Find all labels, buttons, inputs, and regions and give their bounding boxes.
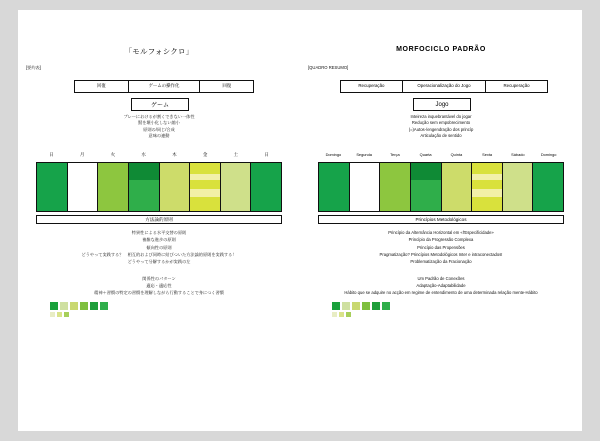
weekday-label: Quarta [419,152,432,157]
strip-column [472,163,503,211]
principle-item: Princípio das Propensões [417,244,465,250]
corner-tag-right: [QUADRO RESUMO] [308,65,349,70]
principle-item: Pragmatização? Princípios Metodológicos Inter e intraconectados! [379,252,503,258]
strip-band [472,189,502,197]
topbar-cell-recovery-start: Recuperação [341,81,403,92]
strip-band [129,163,159,180]
footer-line: 関係性のパターン [142,276,176,281]
panel-portuguese [300,10,582,431]
strip-column [251,163,281,211]
color-swatch [352,302,360,310]
weekday-label: Terça [390,152,400,157]
principle-item: 複雑な進歩の原則 [142,237,176,243]
color-swatch [64,312,69,317]
topbar-left [74,80,254,93]
strip-band [129,180,159,211]
topbar-right [340,80,548,93]
weekday-label: Segunda [356,152,372,157]
strip-column [442,163,473,211]
footer-lines-right [300,275,582,296]
weekday-label: Domingo [325,152,342,157]
topbar-cell-recovery-end: 回復 [222,83,232,89]
principle-item: Princípio da Progressão Complexa [408,237,474,243]
weekday-header-right [318,152,564,157]
strip-band [472,174,502,181]
strip-column [129,163,160,211]
color-swatch [50,312,55,317]
color-swatch [346,312,351,317]
weekday-label: Sexta [482,152,493,157]
strip-column [350,163,381,211]
strip-band [190,163,220,174]
weekday-label: 月 [79,152,85,157]
topbar-cell-recovery-end: Recuperação [503,83,530,89]
weekday-label: 日 [49,152,54,157]
weekday-label: 金 [202,152,208,157]
color-swatch [362,302,370,310]
under-center-line: Articulação de sentido [420,132,462,138]
strip-column [533,163,563,211]
strip-band [160,163,190,211]
weekday-label: 水 [141,152,146,157]
strip-column [380,163,411,211]
footer-line: Um Padrão de Conexões [417,276,465,281]
strip-column [37,163,68,211]
under-center-line: Inteireza inquebrantável do jogar [410,114,472,119]
color-swatch [50,302,58,310]
page-title-right: MORFOCICLO PADRÃO [396,46,486,53]
weekday-label: Domingo [540,152,557,157]
color-swatch [332,312,337,317]
color-swatch [60,302,68,310]
strip-band [380,163,410,211]
page-title-left: 「モルフォシクロ」 [124,47,194,56]
corner-tag-left: [要約表] [26,65,41,70]
center-box-left: ゲーム [131,98,189,111]
weekday-label: 土 [233,152,239,157]
panel-japanese [18,10,300,431]
principle-item: Problematização da Fracionação [410,259,472,265]
weekly-color-strip-right [318,162,564,212]
color-swatch [339,312,344,317]
footer-line: 精神＋習慣の特定の習慣を理解しながら行動することで身につく習慣 [94,290,224,296]
strip-band [190,180,220,189]
strip-band [190,197,220,211]
strip-column [319,163,350,211]
strip-band [411,180,441,211]
under-center-line: 原則の/同じ/合成 [143,126,175,132]
strip-column [190,163,221,211]
strip-column [503,163,534,211]
weekday-label: 火 [110,152,116,157]
under-center-line: Redução sem empobrecimento [411,120,471,126]
swatch-row-small-left [50,312,69,317]
strip-column [68,163,99,211]
strip-band [472,180,502,189]
weekday-header-left [36,152,282,158]
weekly-color-strip-left [36,162,282,212]
swatch-row-left [50,302,108,310]
strip-column [221,163,252,211]
strip-band [472,163,502,174]
strip-band [68,163,98,211]
principle-item: 特異性による水平交替の原則 [131,230,187,235]
color-swatch [90,302,98,310]
strip-band [442,163,472,211]
strip-band [190,189,220,197]
footer-line: Hábito que se adquire no acção em regime de entendimento de uma determinada relação mente-Hábito [344,290,538,296]
under-center-line: 賢を壊小化しない縮小 [138,120,180,126]
strip-band [98,163,128,211]
color-swatch [70,302,78,310]
under-center-lines-left [18,114,300,139]
strip-band [319,163,349,211]
color-swatch [382,302,390,310]
strip-band [251,163,281,211]
weekday-label: 木 [172,152,177,157]
principle-item: どうやって分解するかが実践の左 [127,259,191,265]
footer-line: 適応・適応性 [146,283,172,289]
color-swatch [372,302,380,310]
topbar-cell-operationalization: ゲームの操作化 [129,81,201,92]
weekday-label: 日 [264,152,269,157]
strip-band [190,174,220,181]
methodological-principles-band-right: Princípios Metodológicos [318,215,564,224]
strip-band [472,197,502,211]
principle-item: 傾向性の原則 [146,244,172,250]
center-box-right: Jogo [413,98,471,111]
weekday-label: Sábado [511,152,525,157]
color-swatch [342,302,350,310]
color-swatch [100,302,108,310]
strip-band [503,163,533,211]
principles-list-left [18,229,300,266]
under-center-line: 意味の連動 [148,132,170,138]
footer-lines-left [18,275,300,296]
color-swatch [57,312,62,317]
color-swatch [332,302,340,310]
weekday-label: Quinta [450,152,463,157]
topbar-cell-recovery-start: 回復 [75,81,129,92]
color-swatch [80,302,88,310]
swatch-row-small-right [332,312,351,317]
strip-band [350,163,380,211]
document-page [18,10,582,431]
topbar-cell-operationalization: Operacionalização do Jogo [403,81,486,92]
strip-band [533,163,563,211]
under-center-line: プレーにおけるが割くできない一体性 [123,114,195,119]
strip-band [221,163,251,211]
strip-band [37,163,67,211]
under-center-line: (=)Autos-/engendração dos princíp [408,126,474,132]
swatch-row-right [332,302,390,310]
principle-item: Princípio da Alternância Horizontal em «l'Especificidade» [388,230,494,235]
principles-list-right [300,229,582,266]
strip-column [160,163,191,211]
methodological-principles-band-left: 方法論的原則 [36,215,282,224]
strip-band [411,163,441,180]
under-center-lines-right [300,114,582,139]
principle-item: どうやって実践する？ 相互的および同時に結びついた方法論的原則を実践する！ [81,252,237,258]
strip-column [411,163,442,211]
footer-line: Adaptação-Adaptabilidade [416,283,466,289]
strip-column [98,163,129,211]
